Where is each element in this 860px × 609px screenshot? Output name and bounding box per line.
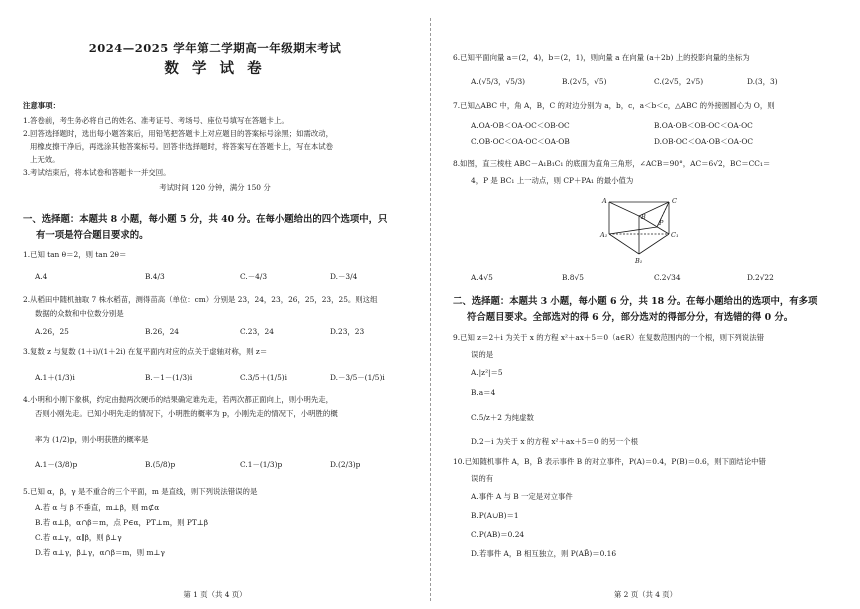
figure-label-p: P bbox=[659, 219, 664, 227]
note-line: 上无效。 bbox=[30, 155, 60, 164]
question-6-option-d: D.(3，3) bbox=[747, 77, 778, 86]
question-9-option-c: C.5/z＋2 为纯虚数 bbox=[471, 413, 534, 422]
question-7-option-a: A.OA·OB＜OA·OC＜OB·OC bbox=[471, 121, 570, 130]
figure-label-c1: C₁ bbox=[671, 231, 679, 239]
question-6-stem: 6.已知平面向量 a＝(2，4)，b＝(2，1)，则向量 a 在向量 (a＋2b) 上的投影向量的坐标为 bbox=[453, 53, 750, 62]
question-1-option-d: D.－3/4 bbox=[330, 272, 358, 281]
question-3-option-c: C.3/5＋(1/5)i bbox=[240, 373, 288, 382]
notes-heading: 注意事项： bbox=[23, 101, 60, 110]
figure-label-b1: B₁ bbox=[635, 257, 643, 265]
question-7-option-c: C.OB·OC＜OA·OC＜OA·OB bbox=[471, 137, 570, 146]
question-2-option-d: D.23，23 bbox=[330, 327, 365, 336]
figure-label-a1: A₁ bbox=[600, 231, 608, 239]
time-info: 考试时间 120 分钟，满分 150 分 bbox=[159, 183, 271, 192]
question-5-option-c: C.若 α⊥γ，α∥β，则 β⊥γ bbox=[35, 533, 122, 542]
question-1-option-c: C.－4/3 bbox=[240, 272, 268, 281]
exam-title: 2024—2025 学年第二学期高一年级期末考试 bbox=[88, 41, 342, 55]
question-5-option-d: D.若 α⊥γ，β⊥γ，α∩β＝m，则 m⊥γ bbox=[35, 548, 165, 557]
note-line: 3.考试结束后，将本试卷和答题卡一并交回。 bbox=[23, 168, 171, 177]
question-1-stem: 1.已知 tan θ＝2，则 tan 2θ＝ bbox=[23, 250, 127, 259]
question-2-option-c: C.23，24 bbox=[240, 327, 274, 336]
question-7-option-b: B.OA·OB＜OB·OC＜OA·OC bbox=[654, 121, 753, 130]
question-8-option-c: C.2√34 bbox=[654, 273, 681, 282]
question-3-option-d: D.－3/5－(1/5)i bbox=[330, 373, 385, 382]
figure-label-a: A bbox=[602, 197, 607, 205]
question-6-option-b: B.(2√5，√5) bbox=[562, 77, 607, 86]
question-9-stem: 9.已知 z＝2＋i 为关于 x 的方程 x²＋ax＋5＝0（a∈R）在复数范围内的一个根，则下列说法错 bbox=[453, 333, 764, 342]
question-5-option-a: A.若 α 与 β 不垂直，m⊥β，则 m⊄α bbox=[35, 503, 160, 512]
section-1-heading: 一、选择题：本题共 8 小题，每小题 5 分，共 40 分。在每小题给出的四个选项中，只 bbox=[23, 214, 388, 225]
note-line: 2.回答选择题时，选出每小题答案后，用铅笔把答题卡上对应题目的答案标号涂黑；如需改动， bbox=[23, 129, 334, 138]
question-10-option-c: C.P(AB)＝0.24 bbox=[471, 530, 525, 539]
question-9-option-b: B.a＝4 bbox=[471, 388, 496, 397]
question-7-option-d: D.OB·OC＜OA·OB＜OA·OC bbox=[654, 137, 754, 146]
question-9-option-d: D.2－i 为关于 x 的方程 x²＋ax＋5＝0 的另一个根 bbox=[471, 437, 638, 446]
question-10-option-a: A.事件 A 与 B 一定是对立事件 bbox=[471, 492, 573, 501]
section-2-heading: 二、选择题：本题共 3 小题，每小题 6 分，共 18 分。在每小题给出的选项中，有多项 bbox=[453, 296, 818, 307]
page-2-footer: 第 2 页（共 4 页） bbox=[613, 590, 678, 599]
figure-label-b: B bbox=[641, 213, 646, 221]
question-10-stem-cont: 误的有 bbox=[471, 474, 494, 483]
question-8-option-d: D.2√22 bbox=[747, 273, 774, 282]
question-7-stem: 7.已知△ABC 中，角 A，B，C 的对边分别为 a，b，c，a＜b＜c，△ABC 的外接圆圆心为 O，则 bbox=[453, 101, 775, 110]
question-4-option-a: A.1－(3/8)p bbox=[35, 460, 78, 469]
question-4-option-d: D.(2/3)p bbox=[330, 460, 361, 469]
question-10-option-d: D.若事件 A，B 相互独立，则 P(AB̄)＝0.16 bbox=[471, 549, 617, 558]
question-10-option-b: B.P(A∪B)＝1 bbox=[471, 511, 519, 520]
note-line: 1.答卷前，考生务必将自己的姓名、准考证号、考场号、座位号填写在答题卡上。 bbox=[23, 116, 289, 125]
question-5-option-b: B.若 α⊥β，α∩β＝m，点 P∈α，PT⊥m，则 PT⊥β bbox=[35, 518, 209, 527]
page-2 bbox=[431, 0, 860, 609]
question-6-option-a: A.(√5/3，√5/3) bbox=[471, 77, 526, 86]
question-8-option-a: A.4√5 bbox=[471, 273, 493, 282]
question-3-stem: 3.复数 z 与复数 (1＋i)/(1＋2i) 在复平面内对应的点关于虚轴对称，则 z＝ bbox=[23, 347, 268, 356]
question-10-stem: 10.已知随机事件 A，B，B̄ 表示事件 B 的对立事件，P(A)＝0.4，P(B)＝0.6，则下面结论中错 bbox=[453, 457, 766, 466]
question-4-option-c: C.1－(1/3)p bbox=[240, 460, 283, 469]
question-1-option-a: A.4 bbox=[35, 272, 48, 281]
question-4-option-b: B.(5/8)p bbox=[145, 460, 176, 469]
section-1-heading-cont: 有一项是符合题目要求的。 bbox=[36, 230, 149, 241]
note-line: 用橡皮擦干净后，再选涂其他答案标号。回答非选择题时，将答案写在答题卡上，写在本试卷 bbox=[30, 142, 334, 151]
prism-figure bbox=[599, 192, 709, 266]
question-8-stem-cont: 4，P 是 BC₁ 上一动点，则 CP＋PA₁ 的最小值为 bbox=[471, 176, 634, 185]
figure-label-c: C bbox=[672, 197, 677, 205]
page-1-footer: 第 1 页（共 4 页） bbox=[183, 590, 247, 599]
question-8-option-b: B.8√5 bbox=[562, 273, 584, 282]
question-9-stem-cont: 误的是 bbox=[471, 350, 494, 359]
question-8-stem: 8.如图，直三棱柱 ABC－A₁B₁C₁ 的底面为直角三角形，∠ACB＝90°，AC＝6√2，BC＝CC₁＝ bbox=[453, 159, 771, 168]
question-9-option-a: A.|z²|＝5 bbox=[471, 368, 503, 377]
question-6-option-c: C.(2√5，2√5) bbox=[654, 77, 704, 86]
question-4-stem-cont: 否则小刚先走。已知小明先走的情况下，小明胜的概率为 p，小刚先走的情况下，小明胜的概 bbox=[35, 409, 338, 418]
question-4-stem: 4.小明和小刚下象棋，约定由抛两次硬币的结果确定谁先走，若两次都正面向上，则小明先走， bbox=[23, 395, 334, 404]
exam-subtitle: 数 学 试 卷 bbox=[164, 60, 266, 77]
question-1-option-b: B.4/3 bbox=[145, 272, 165, 281]
section-2-heading-cont: 符合题目要求。全部选对的得 6 分，部分选对的得部分分，有选错的得 0 分。 bbox=[467, 312, 794, 323]
question-2-stem-cont: 数据的众数和中位数分别是 bbox=[35, 309, 124, 318]
question-3-option-a: A.1＋(1/3)i bbox=[35, 373, 75, 382]
question-2-option-b: B.26，24 bbox=[145, 327, 179, 336]
question-2-stem: 2.从稻田中随机抽取 7 株水稻苗，测得苗高（单位：cm）分别是 23，24，23，26，25，23，25。则这组 bbox=[23, 295, 378, 304]
question-2-option-a: A.26，25 bbox=[35, 327, 69, 336]
question-5-stem: 5.已知 α，β，γ 是不重合的三个平面，m 是直线，则下列说法错误的是 bbox=[23, 487, 258, 496]
question-4-stem-cont: 率为 (1/2)p，则小明获胜的概率是 bbox=[35, 435, 149, 444]
question-3-option-b: B.－1－(1/3)i bbox=[145, 373, 193, 382]
